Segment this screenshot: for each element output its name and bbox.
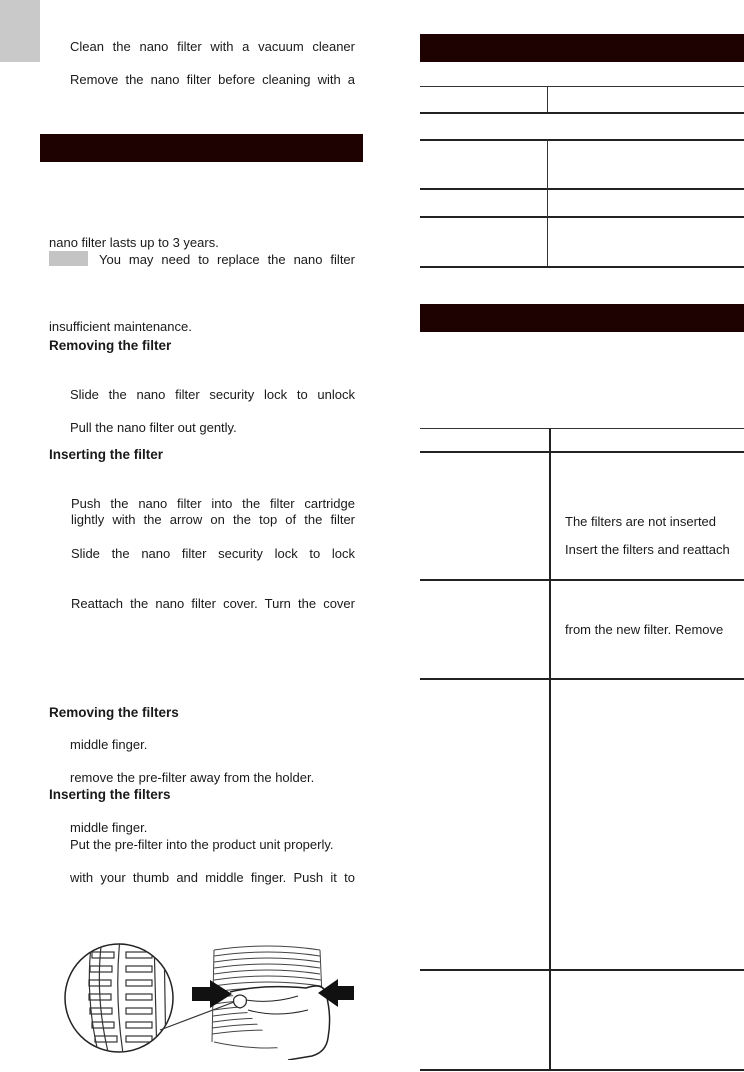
section-header-bar-right-2 (420, 304, 744, 332)
table1-rule-3 (420, 139, 744, 141)
text-pull: Pull the nano filter out gently. (70, 420, 237, 435)
heading-removing-filter: Removing the filter (49, 338, 172, 353)
text-slide-lock: Slide the nano filter security lock to lock (71, 546, 355, 561)
table1-rule-4 (420, 188, 744, 190)
cell-insert-reattach: Insert the filters and reattach (565, 542, 730, 557)
table2-rule-1 (420, 428, 744, 429)
cell-not-inserted: The filters are not inserted (565, 514, 717, 529)
table2-divider (549, 428, 551, 1069)
table1-rule-5 (420, 216, 744, 218)
cell-from-new: from the new filter. Remove (565, 622, 724, 637)
table2-rule-6 (420, 1069, 744, 1071)
section-header-bar (40, 134, 363, 162)
text-thumb: with your thumb and middle finger. Push it to (70, 870, 355, 885)
table2-rule-5 (420, 969, 744, 971)
text-lightly: lightly with the arrow on the top of the filter (71, 512, 355, 527)
text-reattach: Reattach the nano filter cover. Turn the cover (71, 596, 355, 611)
filter-illustration (62, 938, 362, 1060)
text-push: Push the nano filter into the filter cartridge (71, 496, 355, 511)
note-label-box (49, 251, 88, 266)
table2-rule-3 (420, 579, 744, 581)
page-corner-tab (0, 0, 40, 62)
table1-rule-6 (420, 266, 744, 268)
heading-removing-filters: Removing the filters (49, 705, 179, 720)
heading-inserting-filters: Inserting the filters (49, 787, 171, 802)
heading-inserting-filter: Inserting the filter (49, 447, 164, 462)
table1-rule-1 (420, 86, 744, 87)
table2-rule-4 (420, 678, 744, 680)
text-remove-before: Remove the nano filter before cleaning with a (70, 72, 355, 87)
table1-divider-1 (547, 86, 548, 112)
text-remove-pre: remove the pre-filter away from the holder. (70, 770, 315, 785)
text-slide-unlock: Slide the nano filter security lock to unlock (70, 387, 355, 402)
text-middle-finger-1: middle finger. (70, 737, 148, 752)
text-lasts: nano filter lasts up to 3 years. (49, 235, 219, 250)
section-header-bar-right-1 (420, 34, 744, 62)
text-middle-finger-2: middle finger. (70, 820, 148, 835)
table1-rule-2 (420, 112, 744, 114)
table1-divider-2 (547, 139, 548, 266)
text-put-pre: Put the pre-filter into the product unit properly. (70, 837, 334, 852)
table2-rule-2 (420, 451, 744, 453)
text-clean-vacuum: Clean the nano filter with a vacuum cleaner (70, 39, 355, 54)
text-replace: You may need to replace the nano filter (99, 252, 355, 267)
text-insufficient: insufficient maintenance. (49, 319, 192, 334)
